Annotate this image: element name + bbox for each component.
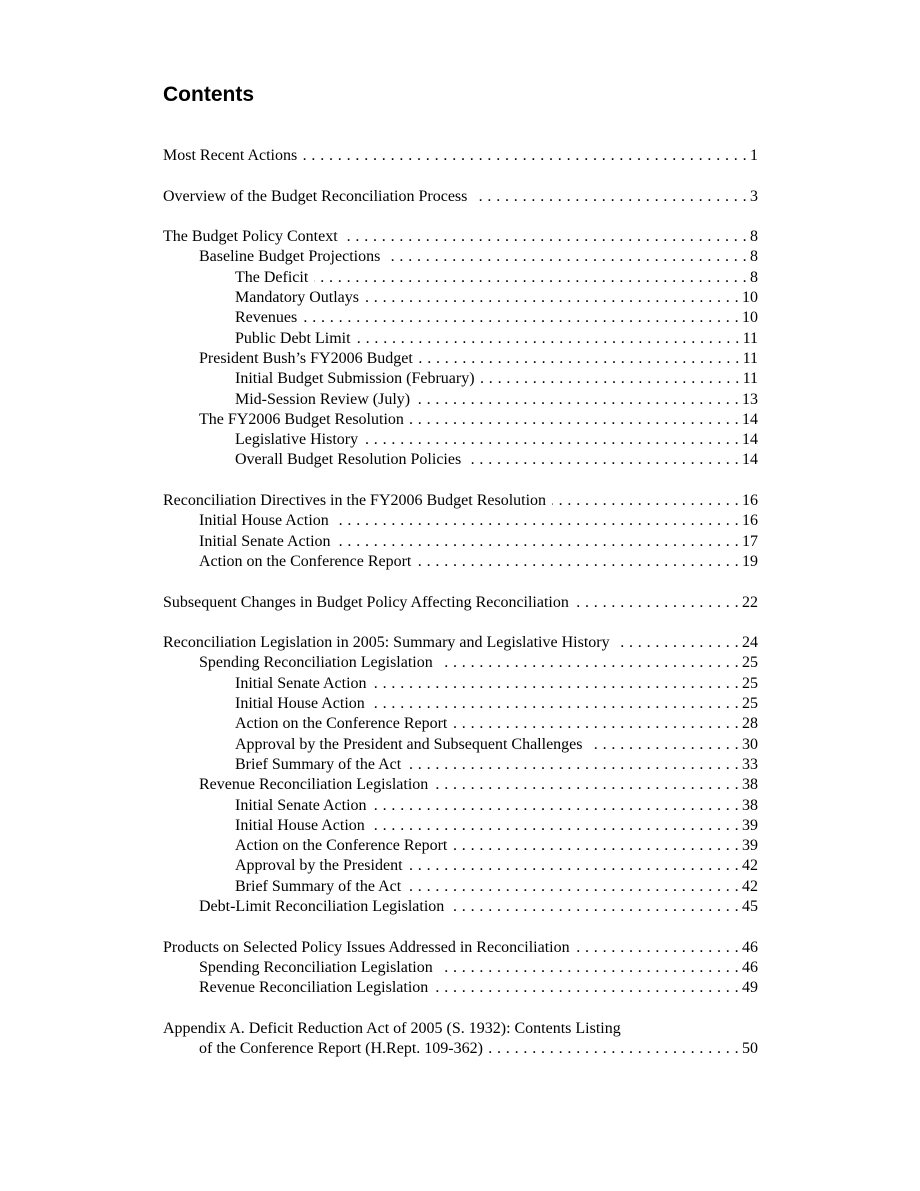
toc-entry[interactable] [163,816,758,836]
toc-leader-dots [439,653,739,673]
toc-entry[interactable] [163,369,758,389]
toc-leader-dots [453,836,739,856]
toc-page-number: 8 [750,228,758,246]
toc-page-number: 39 [742,816,758,834]
toc-page-number: 28 [742,715,758,733]
toc-entry[interactable] [163,796,758,816]
toc-entry-text: Debt-Limit Reconciliation Legislation [199,897,445,915]
toc-page-number: 24 [742,634,758,652]
toc-page-number: 11 [742,329,758,347]
toc-entry[interactable] [163,430,758,450]
toc-leader-dots [303,308,739,328]
toc-entry-text: Reconciliation Legislation in 2005: Summary and Legislative History [163,634,610,652]
toc-entry[interactable] [163,836,758,856]
toc-leader-dots [589,735,740,755]
toc-entry[interactable] [163,491,758,511]
toc-page-number: 14 [742,410,758,428]
toc-entry-text: The FY2006 Budget Resolution [199,410,404,428]
toc-page-number: 17 [742,532,758,550]
toc-page-number: 8 [750,248,758,266]
toc-entry[interactable] [163,674,758,694]
toc-entry[interactable] [163,938,758,958]
toc-leader-dots [365,288,739,308]
toc-leader-dots [434,775,739,795]
toc-page-number: 42 [742,857,758,875]
toc-entry[interactable] [163,349,758,369]
toc-entry[interactable] [163,450,758,470]
toc-leader-dots [337,532,739,552]
toc-entry[interactable] [163,714,758,734]
toc-page-number: 45 [742,897,758,915]
toc-page-number: 14 [742,451,758,469]
toc-leader-dots [473,187,747,207]
toc-page-number: 50 [742,1040,758,1058]
toc-entry[interactable] [163,268,758,288]
toc-entry-text: Approval by the President [235,857,403,875]
toc-entry-text: Initial Senate Action [235,674,367,692]
toc-entry-text: of the Conference Report (H.Rept. 109-362) [199,1040,483,1058]
toc-leader-dots [407,755,739,775]
toc-page-number: 3 [750,187,758,205]
toc-leader-dots [409,856,739,876]
toc-page-number: 16 [742,492,758,510]
toc-entry[interactable] [163,775,758,795]
toc-entry-text: Action on the Conference Report [199,552,412,570]
toc-entry-text: Spending Reconciliation Legislation [199,654,433,672]
toc-page-number: 38 [742,776,758,794]
toc-entry-text: Revenues [235,309,298,327]
toc-leader-dots [407,877,739,897]
toc-leader-dots [616,633,739,653]
toc-entry-text: Initial House Action [235,695,365,713]
toc-leader-dots [364,430,739,450]
toc-page-number: 13 [742,390,758,408]
toc-entry-text: Action on the Conference Report [235,715,448,733]
toc-page-number: 49 [742,979,758,997]
toc-entry[interactable] [163,877,758,897]
toc-entry[interactable] [163,552,758,572]
toc-entry[interactable] [163,958,758,978]
toc-entry[interactable] [163,329,758,349]
toc-entry[interactable] [163,247,758,267]
toc-entry[interactable] [163,633,758,653]
toc-page-number: 22 [742,593,758,611]
toc-page-number: 19 [742,552,758,570]
toc-leader-dots [419,349,740,369]
toc-entry-text: Initial Senate Action [235,796,367,814]
toc-entry[interactable] [163,593,758,613]
toc-entry-text: Legislative History [235,431,359,449]
toc-entry-text: Initial House Action [199,512,329,530]
toc-page-number: 30 [742,735,758,753]
toc-page-number: 38 [742,796,758,814]
toc-leader-dots [552,491,739,511]
toc-leader-dots [439,958,739,978]
toc-entry-text: Products on Selected Policy Issues Addressed in Reconciliation [163,938,570,956]
toc-leader-dots [335,511,739,531]
toc-leader-dots [434,978,739,998]
toc-entry-text: Mandatory Outlays [235,289,359,307]
toc-page-number: 42 [742,877,758,895]
toc-entry-text: Brief Summary of the Act [235,877,402,895]
toc-leader-dots [314,268,747,288]
toc-entry-text: Mid-Session Review (July) [235,390,411,408]
toc-entry-text: Revenue Reconciliation Legislation [199,979,429,997]
toc-leader-dots [575,593,739,613]
toc-entry[interactable] [163,735,758,755]
toc-page-number: 10 [742,289,758,307]
toc-page-number: 16 [742,512,758,530]
toc-leader-dots [450,897,739,917]
toc-page-number: 25 [742,654,758,672]
toc-entry[interactable] [163,308,758,328]
toc-leader-dots [467,450,739,470]
toc-entry[interactable] [163,532,758,552]
table-of-contents [163,146,758,1059]
toc-leader-dots [417,552,739,572]
toc-page-number: 11 [742,349,758,367]
toc-leader-dots [481,369,740,389]
toc-entry-text: President Bush’s FY2006 Budget [199,349,413,367]
toc-leader-dots [371,816,739,836]
toc-entry[interactable] [163,897,758,917]
toc-entry[interactable] [163,288,758,308]
toc-page-number: 1 [750,147,758,164]
toc-entry[interactable] [163,856,758,876]
toc-appendix-line2[interactable] [163,1039,758,1059]
toc-page-number: 25 [742,674,758,692]
toc-leader-dots [453,714,739,734]
toc-entry-text: Overall Budget Resolution Policies [235,451,462,469]
toc-entry-text: Baseline Budget Projections [199,248,381,266]
toc-leader-dots [410,410,739,430]
toc-entry-text: Public Debt Limit [235,329,351,347]
toc-entry-text: The Budget Policy Context [163,228,338,246]
toc-page-number: 14 [742,431,758,449]
toc-leader-dots [357,329,740,349]
toc-page-number: 8 [750,268,758,286]
toc-entry-text: Initial Senate Action [199,532,331,550]
toc-page-number: 46 [742,938,758,956]
toc-entry[interactable] [163,227,758,247]
toc-leader-dots [303,146,747,166]
toc-entry-text: Brief Summary of the Act [235,755,402,773]
toc-entry[interactable] [163,146,758,166]
toc-entry[interactable] [163,187,758,207]
toc-entry-text: Approval by the President and Subsequent Challenges [235,735,583,753]
toc-leader-dots [489,1039,739,1059]
toc-entry[interactable] [163,511,758,531]
toc-leader-dots [416,390,739,410]
toc-page-number: 25 [742,695,758,713]
toc-entry-text: Overview of the Budget Reconciliation Process [163,187,468,205]
toc-appendix-line1[interactable]: Appendix A. Deficit Reduction Act of 2005 (S. 1932): Contents Listing [163,1019,621,1037]
toc-entry[interactable] [163,390,758,410]
toc-entry[interactable] [163,410,758,430]
toc-entry[interactable] [163,694,758,714]
toc-page-number: 11 [742,370,758,388]
toc-entry-text: Action on the Conference Report [235,837,448,855]
toc-page-number: 33 [742,755,758,773]
toc-entry-text: Reconciliation Directives in the FY2006 Budget Resolution [163,492,547,510]
toc-entry-text: Initial Budget Submission (February) [235,370,475,388]
toc-entry-text: Revenue Reconciliation Legislation [199,776,429,794]
toc-leader-dots [373,674,739,694]
page-title: Contents [163,83,254,106]
toc-page-number: 46 [742,958,758,976]
toc-leader-dots [371,694,739,714]
toc-page-number: 10 [742,309,758,327]
toc-leader-dots [576,938,739,958]
toc-page-number: 39 [742,837,758,855]
toc-entry[interactable] [163,653,758,673]
toc-leader-dots [373,796,739,816]
toc-entry-text: Initial House Action [235,816,365,834]
toc-leader-dots [386,247,747,267]
toc-leader-dots [344,227,747,247]
toc-entry[interactable] [163,978,758,998]
toc-entry[interactable] [163,755,758,775]
toc-entry-text: Spending Reconciliation Legislation [199,958,433,976]
toc-entry-text: Most Recent Actions [163,147,298,164]
toc-entry-text: The Deficit [235,268,309,286]
toc-entry-text: Subsequent Changes in Budget Policy Affecting Reconciliation [163,593,569,611]
